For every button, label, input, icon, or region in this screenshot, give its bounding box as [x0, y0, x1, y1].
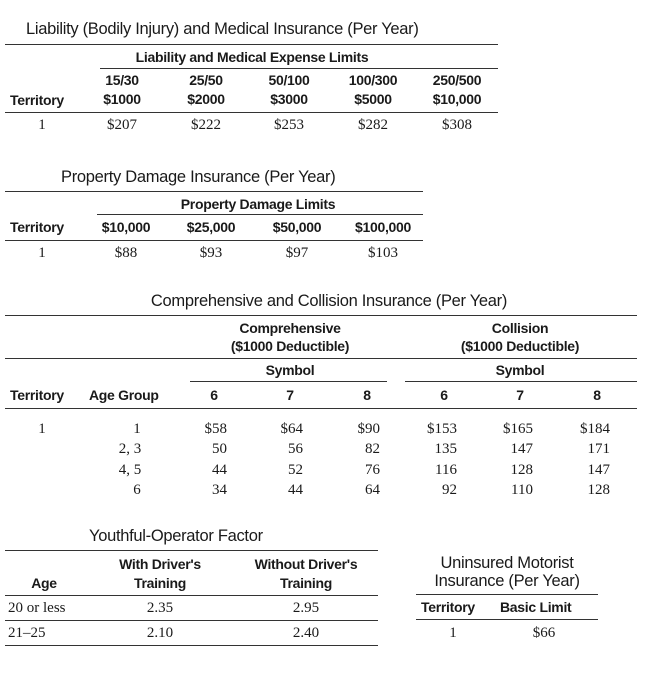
youthful-age-value: 21–25	[8, 625, 46, 641]
property-value: $93	[199, 245, 223, 261]
liability-col-limit: 15/30	[105, 72, 139, 88]
divider	[416, 619, 598, 620]
comprehensive-header: Comprehensive	[239, 320, 341, 336]
with-training-value: 2.35	[146, 600, 174, 616]
comp-symbol-header: 8	[363, 387, 371, 403]
liability-col-limit: 50/100	[268, 72, 310, 88]
coll-value: 128	[510, 462, 533, 478]
uninsured-limit-header: Basic Limit	[500, 599, 572, 615]
uninsured-territory-value: 1	[449, 625, 457, 641]
liability-value: $308	[442, 117, 472, 133]
age-group-value: 2, 3	[118, 441, 142, 457]
comp-value: 34	[212, 482, 227, 498]
property-value: $103	[368, 245, 398, 261]
divider	[5, 315, 637, 316]
age-group-value: 6	[133, 482, 141, 498]
uninsured-limit-value: $66	[532, 625, 556, 641]
comprehensive-deductible: ($1000 Deductible)	[230, 338, 350, 354]
divider	[5, 595, 378, 596]
coll-value: 147	[587, 462, 610, 478]
comp-value: 44	[212, 462, 227, 478]
divider	[5, 408, 637, 409]
uninsured-title: Insurance (Per Year)	[434, 572, 580, 590]
coll-value: 171	[587, 441, 610, 457]
comp-value: 82	[365, 441, 380, 457]
with-training-header: With Driver's	[119, 556, 201, 572]
without-training-value: 2.40	[292, 625, 320, 641]
divider	[100, 68, 498, 69]
coll-symbol-header: 7	[516, 387, 524, 403]
without-training-value: 2.95	[292, 600, 320, 616]
comp-value: 50	[212, 441, 227, 457]
liability-col-limit: 100/300	[348, 72, 398, 88]
comprehensive-title: Comprehensive and Collision Insurance (Per Year)	[150, 292, 508, 310]
collision-symbol-label: Symbol	[495, 362, 545, 378]
comprehensive-territory-header: Territory	[10, 387, 64, 403]
divider	[5, 620, 378, 621]
divider	[5, 112, 498, 113]
liability-value: $253	[274, 117, 304, 133]
comp-symbol-header: 6	[210, 387, 218, 403]
divider	[5, 191, 423, 192]
divider	[416, 594, 598, 595]
coll-symbol-header: 8	[593, 387, 601, 403]
without-training-header: Without Driver's	[254, 556, 358, 572]
uninsured-territory-header: Territory	[421, 599, 475, 615]
property-col-header: $25,000	[186, 219, 236, 235]
liability-territory-header: Territory	[10, 92, 64, 108]
property-title: Property Damage Insurance (Per Year)	[61, 168, 336, 186]
divider	[5, 44, 498, 45]
coll-value: 116	[435, 462, 457, 478]
property-territory-value: 1	[38, 245, 46, 261]
comp-value: 64	[365, 482, 380, 498]
liability-col-expense: $5000	[354, 91, 392, 107]
divider	[5, 645, 378, 646]
liability-col-expense: $10,000	[432, 91, 482, 107]
coll-value: 147	[510, 441, 533, 457]
comprehensive-territory-value: 1	[38, 421, 46, 437]
comp-value: $90	[357, 421, 380, 437]
coll-symbol-header: 6	[440, 387, 448, 403]
uninsured-title: Uninsured Motorist	[440, 554, 574, 572]
youthful-age-header: Age	[31, 575, 57, 591]
comp-value: $64	[280, 421, 303, 437]
coll-value: 110	[511, 482, 533, 498]
property-value: $88	[114, 245, 138, 261]
liability-col-limit: 25/50	[189, 72, 223, 88]
property-col-header: $10,000	[101, 219, 151, 235]
comprehensive-symbol-label: Symbol	[265, 362, 315, 378]
age-group-value: 1	[133, 421, 141, 437]
comp-value: 44	[288, 482, 303, 498]
property-group-header: Property Damage Limits	[180, 196, 336, 212]
divider	[5, 240, 423, 241]
liability-title: Liability (Bodily Injury) and Medical Insurance (Per Year)	[26, 20, 419, 38]
comp-value: $58	[204, 421, 227, 437]
age-group-header: Age Group	[89, 387, 159, 403]
coll-value: $165	[503, 421, 533, 437]
liability-value: $222	[191, 117, 221, 133]
liability-col-expense: $2000	[187, 91, 225, 107]
property-territory-header: Territory	[10, 219, 64, 235]
property-value: $97	[285, 245, 309, 261]
divider	[5, 358, 637, 359]
youthful-age-value: 20 or less	[8, 600, 66, 616]
coll-value: $153	[427, 421, 457, 437]
comp-symbol-header: 7	[286, 387, 294, 403]
with-training-header: Training	[133, 575, 187, 591]
property-col-header: $100,000	[355, 219, 411, 235]
with-training-value: 2.10	[146, 625, 174, 641]
coll-value: 92	[442, 482, 457, 498]
coll-value: 135	[434, 441, 457, 457]
liability-territory-value: 1	[38, 117, 46, 133]
coll-value: 128	[587, 482, 610, 498]
comp-value: 76	[365, 462, 380, 478]
divider	[97, 214, 423, 215]
comp-value: 52	[288, 462, 303, 478]
liability-group-header: Liability and Medical Expense Limits	[135, 49, 369, 65]
liability-value: $207	[107, 117, 137, 133]
age-group-value: 4, 5	[118, 462, 142, 478]
divider	[405, 381, 637, 382]
collision-header: Collision	[491, 320, 549, 336]
coll-value: $184	[580, 421, 610, 437]
liability-col-limit: 250/500	[432, 72, 482, 88]
liability-value: $282	[358, 117, 388, 133]
collision-deductible: ($1000 Deductible)	[460, 338, 580, 354]
divider	[5, 550, 378, 551]
comp-value: 56	[288, 441, 303, 457]
liability-col-expense: $3000	[270, 91, 308, 107]
youthful-title: Youthful-Operator Factor	[89, 527, 263, 545]
liability-col-expense: $1000	[103, 91, 141, 107]
property-col-header: $50,000	[272, 219, 322, 235]
divider	[190, 381, 387, 382]
without-training-header: Training	[279, 575, 333, 591]
